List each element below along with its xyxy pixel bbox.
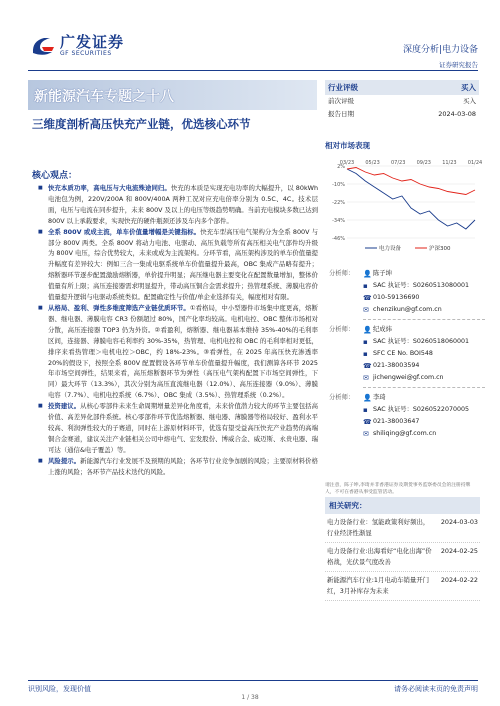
id-icon: ▪ bbox=[363, 282, 368, 290]
x-tick-label: 03/23 bbox=[339, 160, 355, 166]
email-icon: ✉ bbox=[363, 306, 369, 314]
phone-icon: ☎ bbox=[363, 294, 372, 302]
core-paragraph: ■ 从格局、盈利、弹性多维度筛选产业链优质环节。①看格局，中小型器件市场集中度更高，熔断器、继电器、薄膜电容 CR3 份额超过 80%，国产化率均较高。电机电控、OBC 整体市场相对分散，高压连接器 TOP3 仍为外资。②看盈利，熔断器、继电器基本维持 35%-40%的毛利率区间，连接器、薄膜电容毛利率约 30%-35%，热管理、电机电控和 OBC 的毛利率相对更低，排序来看热管理＞电机电控＞OBC，约 18%-23%。③看弹性，在 2025 年高压快充渗透率 20%的假设下，按照全系 800V 配置假设各环节单车价值量提升幅度，我们测算各环节 2025 年市场空间弹性，结果来看，高压熔断器环节为弹性（高压电气架构配置下市场空间弹性，下同）最大环节（13.3%），其次分别为高压直流继电器（12.0%）、高压连接器（9.0%）、薄膜电容（7.7%）、电机电控系统（6.7%）、OBC 集成（3.5%）、热管理系统（0.2%）。 bbox=[38, 303, 318, 401]
performance-chart bbox=[325, 160, 483, 255]
x-tick-label: 05/23 bbox=[365, 160, 380, 166]
related-item[interactable]: 电力设备行业：氢能政策利好频出，行业经济性渐显 2024-03-03 bbox=[325, 514, 480, 543]
id-icon: ▪ bbox=[363, 350, 368, 358]
rating-row: 前次评级 买入 bbox=[328, 97, 476, 105]
report-subtitle: 三维度剖析高压快充产业链，优选核心环节 bbox=[32, 117, 251, 131]
series-line bbox=[347, 168, 475, 195]
report-title: 新能源汽车专题之十八 bbox=[34, 89, 174, 105]
phone-icon: ☎ bbox=[363, 362, 372, 370]
page-header bbox=[0, 0, 500, 68]
footer-disclaimer: 请务必阅读末页的免责声明 bbox=[394, 685, 478, 693]
y-tick-label: -22% bbox=[332, 200, 345, 206]
related-research bbox=[325, 497, 480, 601]
x-tick-label: 07/23 bbox=[390, 160, 406, 166]
performance-title: 相对市场表现 bbox=[325, 141, 370, 150]
core-paragraph: ■ 全系 800V 或成主流，单车价值量增幅是关键指标。快充车型高压电气架构分为全系 800V 与部分 800V 两类。全系 800V 将动力电池、电驱动、高压负载等所有高压相关电气部件均升级为 800V 电压，综合优势较大，未来或成为主流架构。分环节看，高压架构涉及的单车价值量提升幅度有差异较大：例如三合一集成电驱系统单车价值量提升最高，OBC 集成产品略有提升；熔断器环节逐步配置激励熔断器，单价提升明显；高压继电器主要变化在配置数量增加，整体价值量有所上限；高压连接器需求明显提升，带动高压铜合金需求提升；热管理系统、薄膜电容价值量提升逻辑与电驱动系统类似。配置确定性与价值/单企业选择有关，幅度相对有限。 bbox=[38, 227, 318, 303]
page-number: 1 / 38 bbox=[241, 694, 259, 701]
related-title: 相关研究： bbox=[325, 497, 480, 514]
person-icon: 👤 bbox=[363, 270, 372, 278]
related-item[interactable]: 电力设备行业:出海看好“电化出海”价格战，光伏景气度改善 2024-02-25 bbox=[325, 543, 480, 572]
person-icon: 👤 bbox=[363, 394, 372, 402]
email-icon: ✉ bbox=[363, 374, 369, 382]
email-icon: ✉ bbox=[363, 430, 369, 438]
analyst-card: 分析师： 👤 纪成炜 ▪ SAC 执证号：S0260518060001 ▪ SFC CE No. BOI548 ☎ 021-38003594 ✉ jichengwei@gf.com.cn bbox=[325, 324, 485, 388]
core-paragraph: ■ 投资建议。从核心零部件未来生命周期增量差异化角度看，未来价值潜力较大的环节主要包括高价值、高差异化部件系统。核心零部件环节优选熔断器、继电器、薄膜器等格局较好、盈利水平较高、利润弹性较大的子赛道，同时在上游原材料环节，优选有望受益高压快充产业趋势的高端铜合金赛道，建议关注产业链相关公司中熔电气、宏发股份、博威合金、威迈斯、永贵电器、瑞可达（通信&电子覆盖）等。 bbox=[38, 401, 318, 456]
brand-name-cn: 广发证券 bbox=[60, 33, 125, 51]
core-views bbox=[38, 183, 318, 477]
core-views-title: 核心观点： bbox=[32, 171, 78, 181]
phone-icon: ☎ bbox=[363, 418, 372, 426]
rating-row: 报告日期 2024-03-08 bbox=[328, 110, 476, 118]
rating-table bbox=[325, 80, 479, 121]
id-icon: ▪ bbox=[363, 406, 368, 414]
x-tick-label: 11/23 bbox=[442, 160, 457, 166]
y-tick-label: 2% bbox=[337, 164, 345, 170]
x-tick-label: 09/23 bbox=[416, 160, 432, 166]
footer-divider bbox=[28, 680, 478, 681]
analyst-list bbox=[325, 268, 485, 444]
legend-label: 电力设备 bbox=[379, 246, 402, 252]
header-divider bbox=[28, 70, 478, 71]
y-tick-label: -10% bbox=[332, 182, 345, 188]
report-type: 深度分析|电力设备 bbox=[402, 45, 478, 55]
x-tick-label: 01/24 bbox=[467, 160, 483, 166]
id-icon: ▪ bbox=[363, 338, 368, 346]
legend-label: 沪深300 bbox=[429, 246, 451, 252]
report-subtype: 证券研究报告 bbox=[439, 61, 478, 69]
person-icon: 👤 bbox=[363, 326, 372, 334]
footer-slogan: 识别风险，发现价值 bbox=[28, 685, 91, 693]
title-banner bbox=[28, 80, 317, 110]
related-item[interactable]: 新能源汽车行业:1月电动车销量开门红，3月补库存为未来 2024-02-22 bbox=[325, 572, 480, 601]
analyst-card: 分析师： 👤 李琦 ▪ SAC 执证号：S0260522070005 ☎ 021-38003647 ✉ shiliqing@gf.com.cn bbox=[329, 394, 469, 438]
brand-name-en: GF SECURITIES bbox=[60, 50, 112, 57]
y-tick-label: -46% bbox=[332, 236, 345, 242]
core-paragraph: ■ 快充本质功率，高电压与大电流殊途同归。快充的本质是实现充电功率的大幅提升，以 80kWh 电池包为例，220V/200A 和 800V/400A 两种工况对应充电倍率分别为 0.5C、4C。技术层面，电压与电流在同步提升，未来 800V 及以上的电压等级趋势明确。当前充电模块多数已达到 800V 以上承载要求，实现快充的硬件瓶颈还涉及车内多个部件。 bbox=[38, 183, 318, 227]
core-paragraph: ■ 风险提示。新能源汽车行业发展不及预期的风险；各环节行业竞争加剧的风险；主要原材料价格上涨的风险；各环节产品技术迭代的风险。 bbox=[38, 456, 318, 478]
y-tick-label: -34% bbox=[332, 218, 345, 224]
rating-head-row: 行业评级 买入 bbox=[325, 80, 479, 95]
brand-logo-icon bbox=[30, 35, 56, 57]
disclaimer-note: 请注意，陈子坤,李琦并非香港证券及期货事务监察委员会的注册持牌人，不可在香港从事受监管活动。 bbox=[325, 483, 471, 495]
brand-logo bbox=[30, 34, 124, 57]
analyst-card: 分析师： 👤 陈子坤 ▪ SAC 执证号：S0260513080001 ☎ 010-59136690 ✉ chenzikun@gf.com.cn bbox=[325, 268, 485, 320]
